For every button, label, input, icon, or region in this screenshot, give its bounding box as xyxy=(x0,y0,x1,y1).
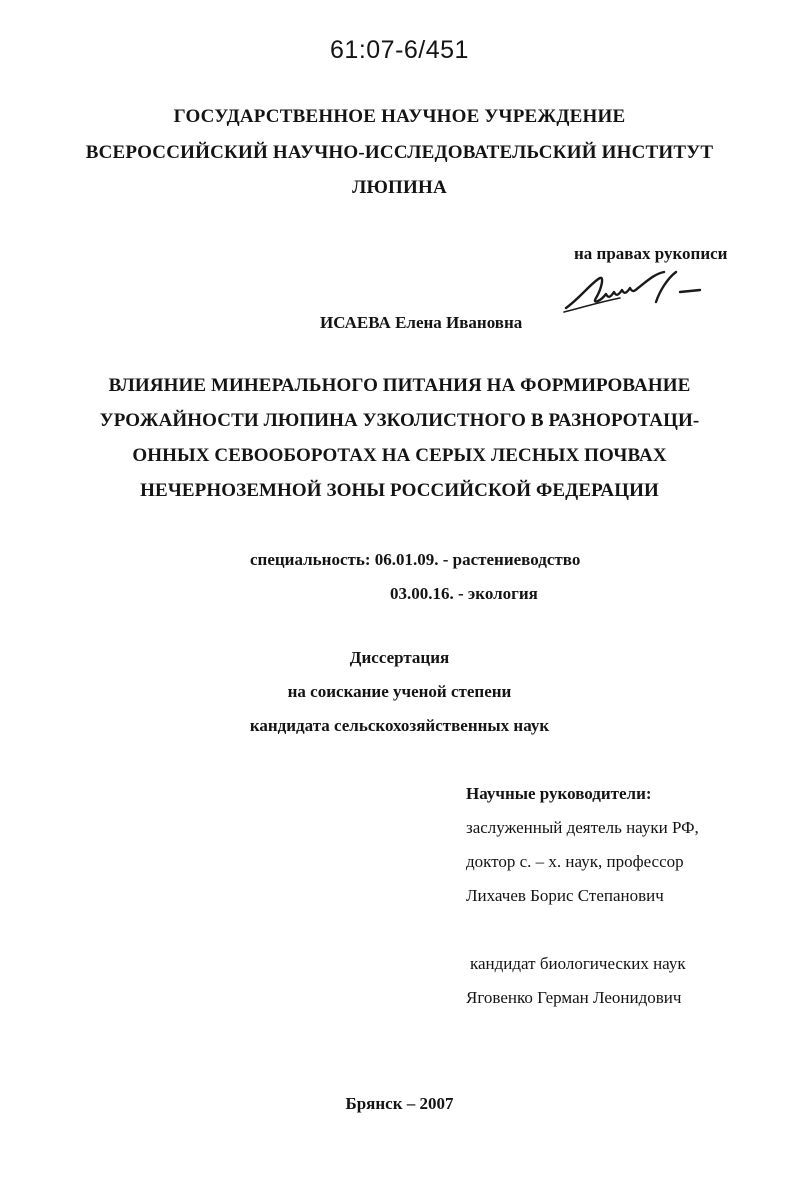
specialty-line-2: 03.00.16. - экология xyxy=(390,584,538,603)
supervisors-heading: Научные руководители: xyxy=(466,784,652,803)
institution-line-1: ГОСУДАРСТВЕННОЕ НАУЧНОЕ УЧРЕЖДЕНИЕ xyxy=(173,106,626,127)
supervisor-2-degree: кандидат биологических наук xyxy=(470,954,686,973)
signature-mark xyxy=(560,268,710,318)
supervisor-1-title: заслуженный деятель науки РФ, xyxy=(466,818,699,837)
institution-line-3: ЛЮПИНА xyxy=(352,177,447,198)
title-line-4: НЕЧЕРНОЗЕМНОЙ ЗОНЫ РОССИЙСКОЙ ФЕДЕРАЦИИ xyxy=(140,480,659,501)
degree-line-2: на соискание ученой степени xyxy=(287,682,512,701)
degree-line-1: Диссертация xyxy=(349,648,450,667)
supervisor-1-name: Лихачев Борис Степанович xyxy=(466,886,664,905)
supervisor-1-degree: доктор с. – х. наук, профессор xyxy=(466,852,684,871)
place-year: Брянск – 2007 xyxy=(345,1094,454,1113)
title-line-1: ВЛИЯНИЕ МИНЕРАЛЬНОГО ПИТАНИЯ НА ФОРМИРОВАНИЕ xyxy=(108,375,691,396)
manuscript-note: на правах рукописи xyxy=(574,244,728,263)
author-name: ИСАЕВА Елена Ивановна xyxy=(320,313,523,332)
title-line-3: ОННЫХ СЕВООБОРОТАХ НА СЕРЫХ ЛЕСНЫХ ПОЧВАХ xyxy=(132,445,667,466)
title-line-2: УРОЖАЙНОСТИ ЛЮПИНА УЗКОЛИСТНОГО В РАЗНОРОТАЦИ- xyxy=(99,410,700,431)
catalog-code: 61:07-6/451 xyxy=(330,36,469,64)
degree-line-3: кандидата сельскохозяйственных наук xyxy=(249,716,550,735)
supervisor-2-name: Яговенко Герман Леонидович xyxy=(466,988,682,1007)
specialty-line-1: специальность: 06.01.09. - растениеводство xyxy=(250,550,581,569)
institution-line-2: ВСЕРОССИЙСКИЙ НАУЧНО-ИССЛЕДОВАТЕЛЬСКИЙ ИНСТИТУТ xyxy=(85,142,714,163)
